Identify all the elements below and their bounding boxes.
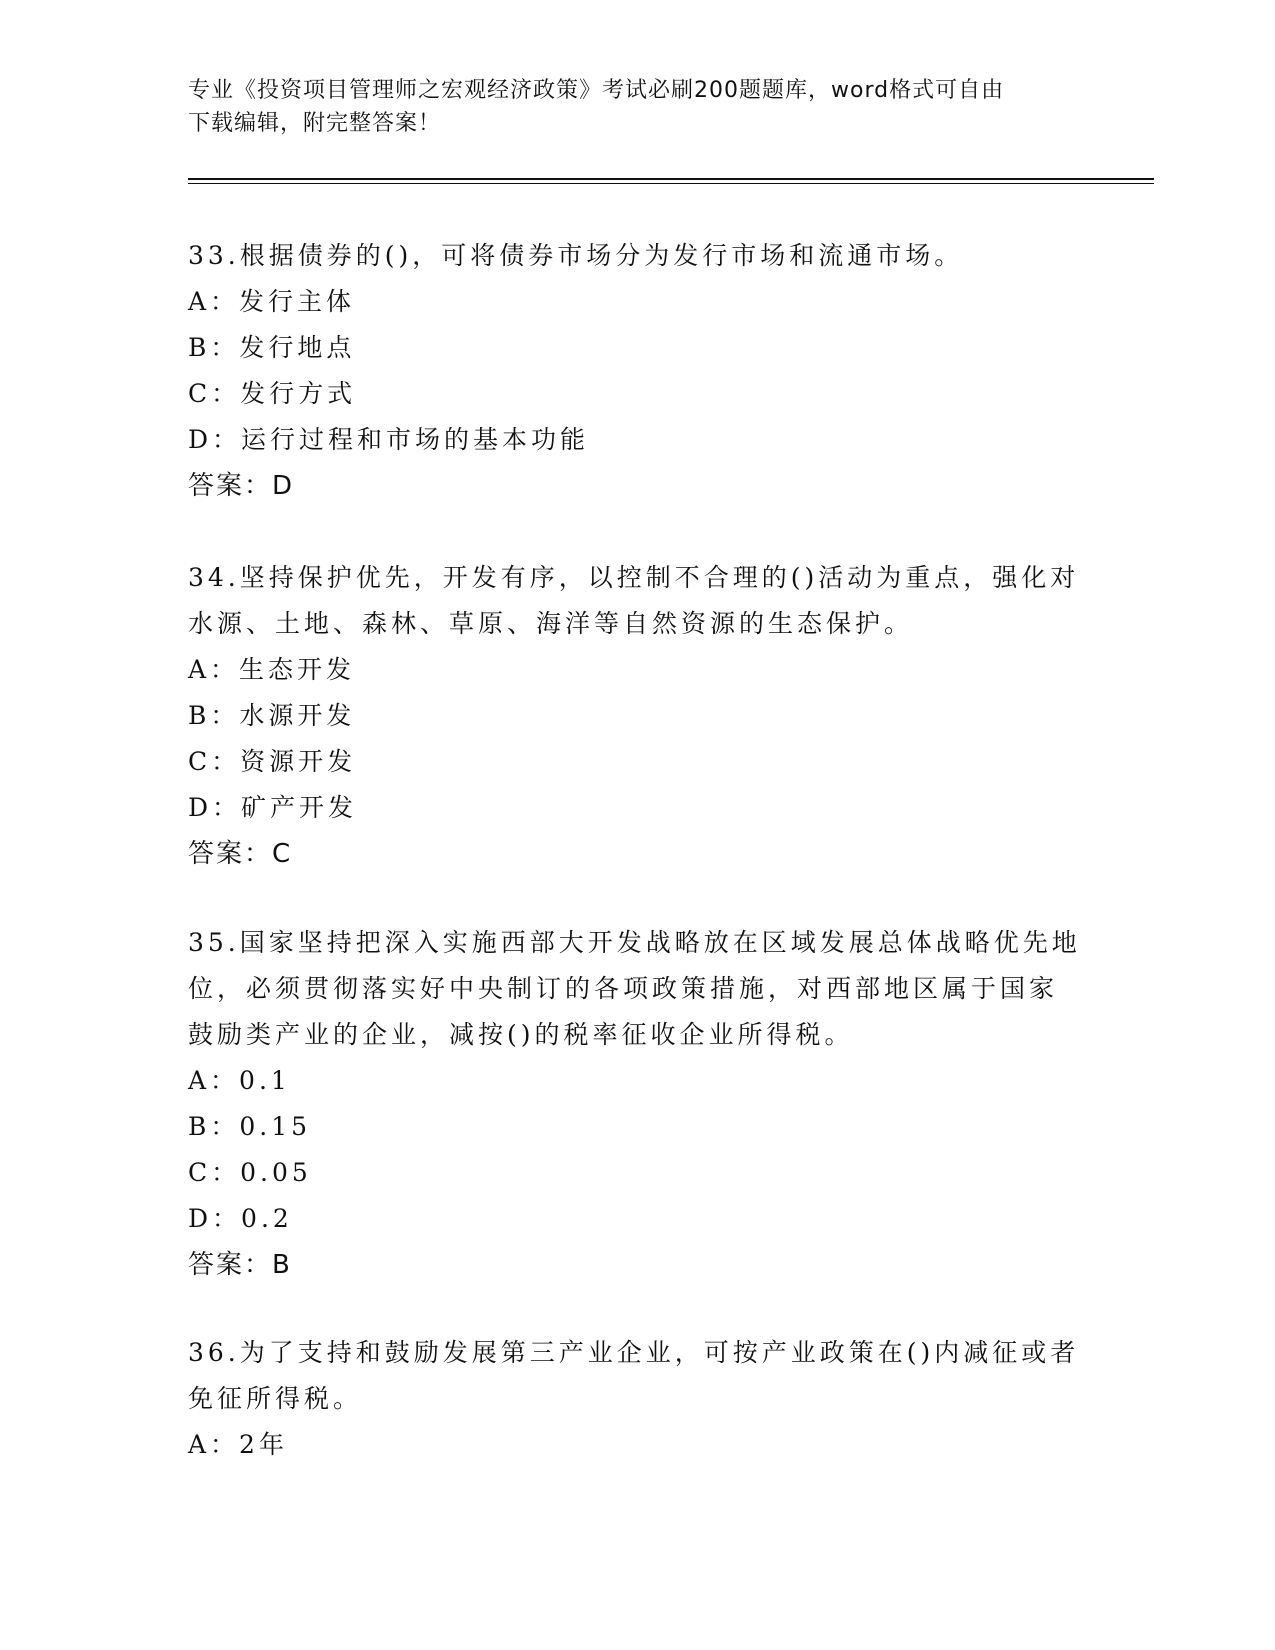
option-c: C：0.05 (188, 1158, 312, 1187)
header-divider-thick (188, 178, 1154, 180)
option-a: A：0.1 (188, 1066, 291, 1095)
option-d: D：0.2 (188, 1204, 293, 1233)
document-header (188, 74, 1088, 140)
header-line-2: 下载编辑，附完整答案！ (188, 111, 442, 136)
question-34 (188, 555, 1088, 877)
answer: 答案：D (188, 471, 295, 501)
question-stem-line: 免征所得税。 (188, 1384, 363, 1413)
option-b: B：0.15 (188, 1112, 312, 1141)
question-stem-line: 35.国家坚持把深入实施西部大开发战略放在区域发展总体战略优先地 (188, 928, 1081, 957)
option-a: A：2年 (188, 1430, 288, 1459)
question-35 (188, 920, 1088, 1288)
option-d: D：矿产开发 (188, 793, 358, 822)
question-stem-line: 34.坚持保护优先，开发有序，以控制不合理的()活动为重点，强化对 (188, 563, 1080, 592)
option-c: C：资源开发 (188, 747, 357, 776)
question-33 (188, 233, 1088, 509)
answer: 答案：B (188, 1250, 292, 1280)
answer: 答案：C (188, 839, 293, 869)
question-stem-line: 位，必须贯彻落实好中央制订的各项政策措施，对西部地区属于国家 (188, 974, 1059, 1003)
question-stem-line: 33.根据债券的()，可将债券市场分为发行市场和流通市场。 (188, 241, 964, 270)
header-line-1: 专业《投资项目管理师之宏观经济政策》考试必刷200题题库，word格式可自由 (188, 78, 1005, 103)
option-c: C：发行方式 (188, 379, 357, 408)
option-a: A：发行主体 (188, 287, 356, 316)
question-stem-line: 鼓励类产业的企业，减按()的税率征收企业所得税。 (188, 1020, 854, 1049)
option-b: B：水源开发 (188, 701, 356, 730)
question-stem-line: 36.为了支持和鼓励发展第三产业企业，可按产业政策在()内减征或者 (188, 1338, 1080, 1367)
option-b: B：发行地点 (188, 333, 356, 362)
question-36 (188, 1330, 1088, 1468)
header-divider-thin (188, 183, 1154, 184)
question-stem-line: 水源、土地、森林、草原、海洋等自然资源的生态保护。 (188, 609, 914, 638)
option-d: D：运行过程和市场的基本功能 (188, 425, 590, 454)
option-a: A：生态开发 (188, 655, 356, 684)
